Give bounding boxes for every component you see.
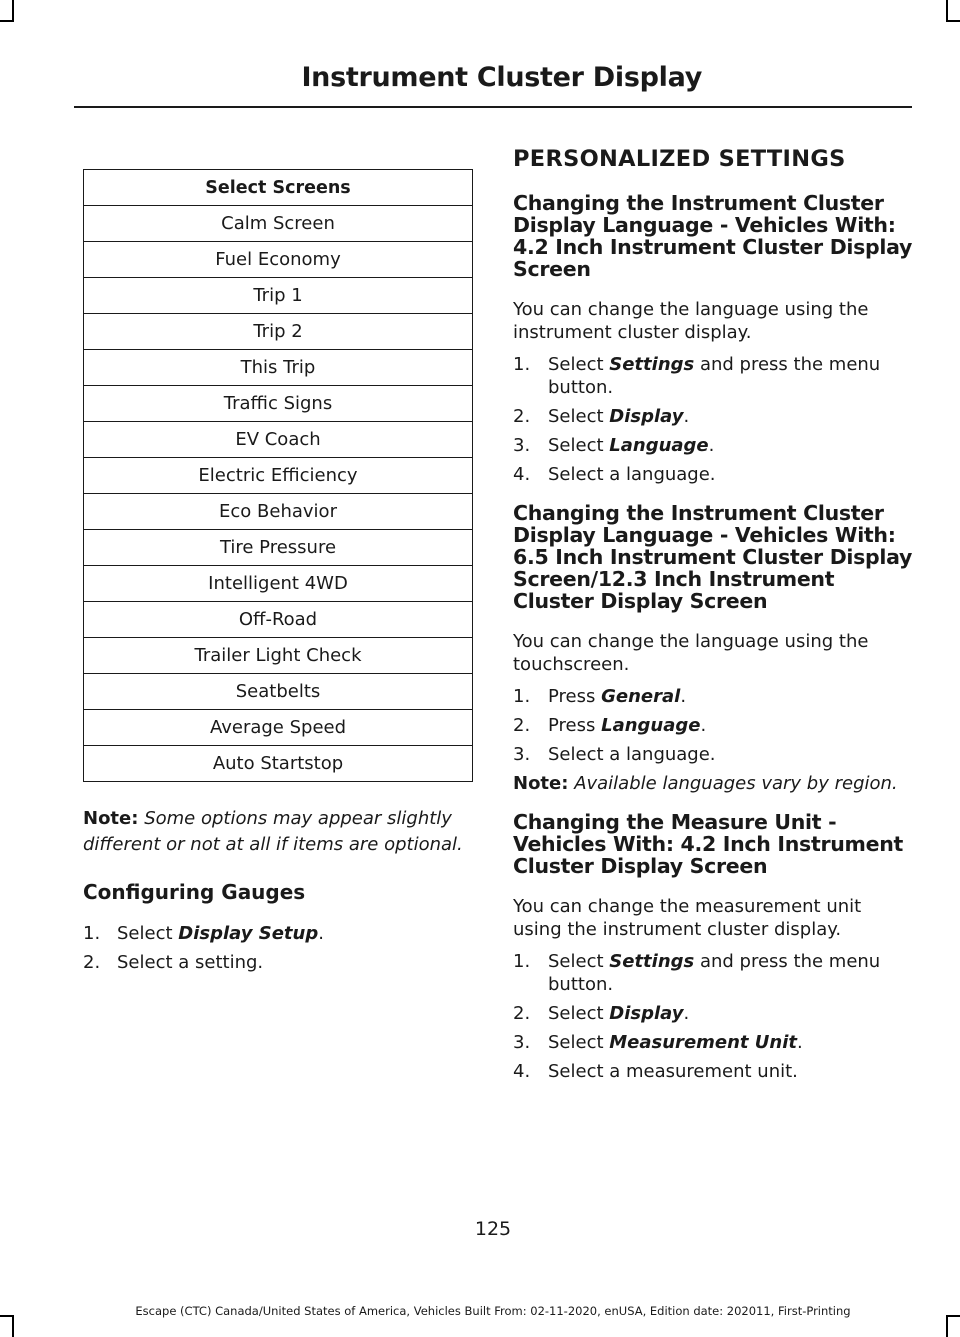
step-number: 4. xyxy=(513,464,531,485)
table-row xyxy=(84,494,473,530)
step-text: Select xyxy=(548,354,610,375)
menu-option-name: Measurement Unit xyxy=(609,1032,797,1053)
table-cell: EV Coach xyxy=(84,422,473,458)
language-6-5-steps xyxy=(513,685,913,766)
step-number: 1. xyxy=(513,354,531,375)
header-divider xyxy=(74,106,912,108)
table-cell: Trip 2 xyxy=(84,314,473,350)
menu-option-name: Language xyxy=(601,715,701,736)
table-row xyxy=(84,602,473,638)
step-number: 3. xyxy=(513,744,531,765)
table-cell: Average Speed xyxy=(84,710,473,746)
step-number: 2. xyxy=(513,715,531,736)
menu-option-name: Display xyxy=(609,406,684,427)
step-text: Select xyxy=(548,1032,610,1053)
step-text: Select xyxy=(548,406,610,427)
step-number: 1. xyxy=(83,923,101,944)
note-label: Note: xyxy=(83,808,139,829)
section-intro: You can change the measurement unit using the instrument cluster display. xyxy=(513,896,862,940)
footer-text: Escape (CTC) Canada/United States of America, Vehicles Built From: 02-11-2020, enUSA, Edition date: 202011, First-Printing xyxy=(135,1304,851,1318)
table-row xyxy=(84,242,473,278)
step-text: Select a language. xyxy=(548,744,716,765)
list-item xyxy=(513,1060,913,1083)
table-row xyxy=(84,674,473,710)
section-intro: You can change the language using the touchscreen. xyxy=(513,631,869,675)
note xyxy=(83,806,473,858)
table-cell: Fuel Economy xyxy=(84,242,473,278)
step-text: and press the menu button. xyxy=(548,951,881,995)
table-row xyxy=(84,710,473,746)
list-item xyxy=(513,463,913,486)
crop-mark xyxy=(946,20,960,22)
table-cell: Seatbelts xyxy=(84,674,473,710)
table-cell: Trailer Light Check xyxy=(84,638,473,674)
table-cell: This Trip xyxy=(84,350,473,386)
step-number: 3. xyxy=(513,435,531,456)
step-text: Press xyxy=(548,715,602,736)
menu-option-name: General xyxy=(601,686,681,707)
table-header: Select Screens xyxy=(84,170,473,206)
table-row xyxy=(84,458,473,494)
table-cell: Auto Startstop xyxy=(84,746,473,782)
step-text: . xyxy=(680,686,687,707)
step-number: 4. xyxy=(513,1061,531,1082)
table-cell: Traffic Signs xyxy=(84,386,473,422)
note xyxy=(513,772,913,795)
step-number: 2. xyxy=(513,1003,531,1024)
table-cell: Intelligent 4WD xyxy=(84,566,473,602)
table-cell: Electric Efficiency xyxy=(84,458,473,494)
table-cell: Trip 1 xyxy=(84,278,473,314)
step-text: Select a measurement unit. xyxy=(548,1061,798,1082)
step-number: 1. xyxy=(513,686,531,707)
step-text: . xyxy=(318,923,324,944)
measure-unit-steps xyxy=(513,950,913,1083)
section-intro: You can change the language using the instrument cluster display. xyxy=(513,299,869,343)
step-text: . xyxy=(683,406,690,427)
crop-mark xyxy=(946,0,948,22)
list-item xyxy=(513,434,913,457)
crop-mark xyxy=(12,0,14,22)
note-text: Some options may appear slightly different or not at all if items are optional. xyxy=(83,808,463,855)
step-text: Select a language. xyxy=(548,464,716,485)
step-number: 1. xyxy=(513,951,531,972)
right-column xyxy=(513,146,913,1089)
table-row xyxy=(84,566,473,602)
step-text: Press xyxy=(548,686,602,707)
list-item xyxy=(83,951,473,974)
section-heading-language-4-2: Changing the Instrument Cluster Display Language - Vehicles With: 4.2 Inch Instrument Cluster Display Screen xyxy=(513,191,913,281)
section-heading-measure-unit: Changing the Measure Unit - Vehicles With: 4.2 Inch Instrument Cluster Display Screen xyxy=(513,810,904,878)
table-row xyxy=(84,350,473,386)
language-4-2-steps xyxy=(513,353,913,486)
table-row xyxy=(84,638,473,674)
crop-mark xyxy=(0,20,14,22)
section-heading-gauges: Configuring Gauges xyxy=(83,880,306,904)
table-row xyxy=(84,530,473,566)
section-title: PERSONALIZED SETTINGS xyxy=(513,146,846,172)
list-item xyxy=(513,1031,913,1054)
step-number: 2. xyxy=(513,406,531,427)
step-text: . xyxy=(700,715,707,736)
step-number: 3. xyxy=(513,1032,531,1053)
step-text: Select a setting. xyxy=(117,952,264,973)
step-text: . xyxy=(797,1032,803,1053)
list-item xyxy=(513,714,913,737)
note-text: Available languages vary by region. xyxy=(574,773,898,794)
step-text: Select xyxy=(548,435,610,456)
menu-option-name: Settings xyxy=(609,951,695,972)
step-text: . xyxy=(683,1003,690,1024)
section-heading-language-6-5: Changing the Instrument Cluster Display Language - Vehicles With: 6.5 Inch Instrument Cluster Display Screen/12.3 Inch Instrument Cluster Display Screen xyxy=(513,501,913,613)
list-item xyxy=(513,353,913,399)
list-item xyxy=(513,405,913,428)
list-item xyxy=(513,1002,913,1025)
table-cell: Off-Road xyxy=(84,602,473,638)
step-text: and press the menu button. xyxy=(548,354,881,398)
crop-mark xyxy=(12,1315,14,1337)
menu-option-name: Display Setup xyxy=(178,923,319,944)
table-row xyxy=(84,206,473,242)
left-column xyxy=(83,169,473,980)
step-text: Select xyxy=(548,951,610,972)
step-text: . xyxy=(708,435,715,456)
table-row xyxy=(84,746,473,782)
list-item xyxy=(513,685,913,708)
table-cell: Calm Screen xyxy=(84,206,473,242)
gauges-steps xyxy=(83,922,473,974)
table-row xyxy=(84,314,473,350)
table-cell: Tire Pressure xyxy=(84,530,473,566)
table-cell: Eco Behavior xyxy=(84,494,473,530)
crop-mark xyxy=(946,1315,948,1337)
step-text: Select xyxy=(548,1003,610,1024)
table-row xyxy=(84,422,473,458)
page-title: Instrument Cluster Display xyxy=(301,62,702,93)
list-item xyxy=(513,950,913,996)
step-number: 2. xyxy=(83,952,101,973)
select-screens-table xyxy=(83,169,473,782)
table-row xyxy=(84,278,473,314)
step-text: Select xyxy=(117,923,179,944)
list-item xyxy=(513,743,913,766)
menu-option-name: Display xyxy=(609,1003,684,1024)
table-row xyxy=(84,386,473,422)
menu-option-name: Language xyxy=(609,435,709,456)
note-label: Note: xyxy=(513,773,569,794)
list-item xyxy=(83,922,473,945)
page-number: 125 xyxy=(474,1218,512,1240)
menu-option-name: Settings xyxy=(609,354,695,375)
